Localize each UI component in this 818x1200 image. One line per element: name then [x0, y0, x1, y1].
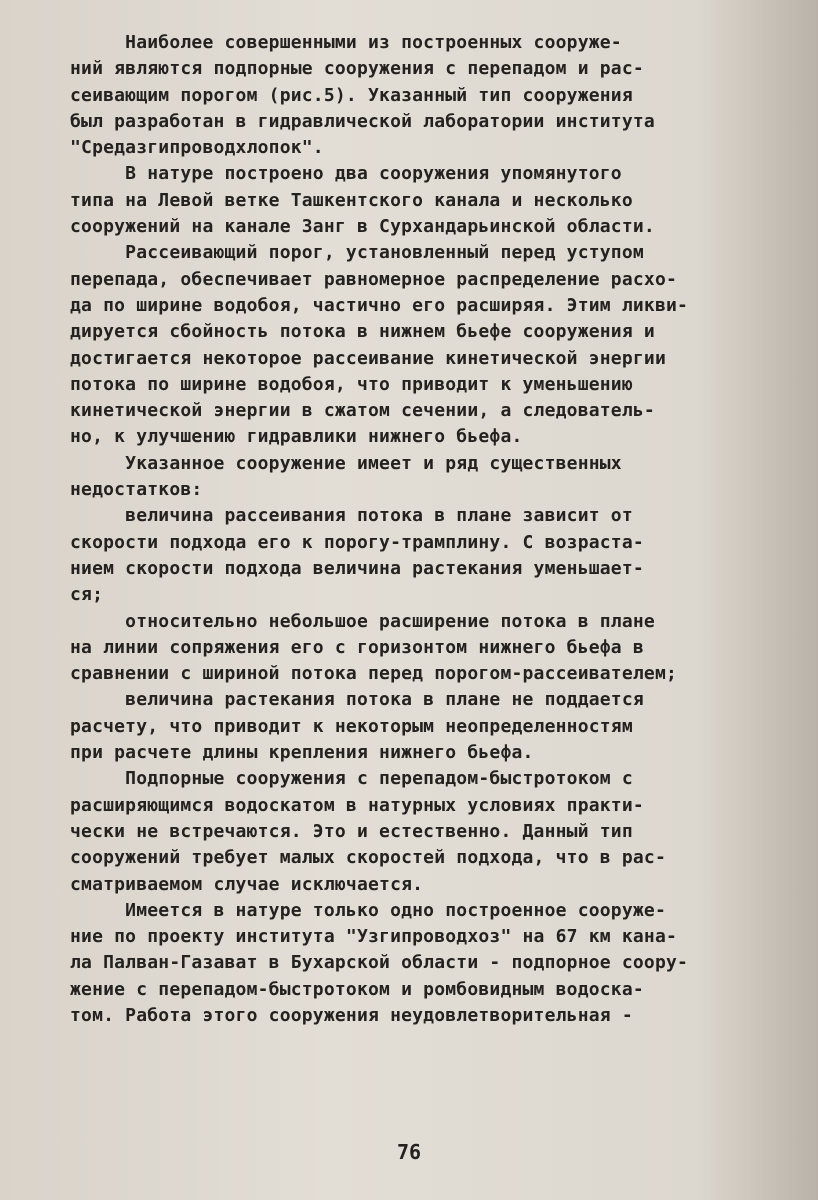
text-line: сравнении с шириной потока перед порогом-рассеивателем;: [70, 663, 678, 685]
text-line: "Средазгипроводхлопок".: [70, 137, 324, 159]
text-line: дируется сбойность потока в нижнем бьефе сооружения и: [70, 321, 655, 343]
text-line: Имеется в натуре только одно построенное сооруже-: [70, 899, 666, 921]
text-line: сеивающим порогом (рис.5). Указанный тип сооружения: [70, 84, 633, 106]
text-line: на линии сопряжения его с горизонтом нижнего бьефа в: [70, 636, 644, 658]
text-line: кинетической энергии в сжатом сечении, а следователь-: [70, 400, 655, 422]
text-line: ся;: [70, 584, 104, 606]
text-line: Подпорные сооружения с перепадом-быстротоком с: [70, 768, 633, 790]
text-line: расширяющимся водоскатом в натурных условиях практи-: [70, 794, 644, 816]
text-line: сооружений требует малых скоростей подхода, что в рас-: [70, 847, 666, 869]
text-line: том. Работа этого сооружения неудовлетворительная -: [70, 1004, 633, 1026]
text-line: величина рассеивания потока в плане зависит от: [70, 505, 633, 527]
text-line: сооружений на канале Занг в Сурхандарьинской области.: [70, 216, 655, 238]
text-line: при расчете длины крепления нижнего бьефа.: [70, 742, 534, 764]
text-line: недостатков:: [70, 479, 203, 501]
text-line: величина растекания потока в плане не поддается: [70, 689, 644, 711]
text-line: сматриваемом случае исключается.: [70, 873, 424, 895]
text-line: был разработан в гидравлической лаборатории института: [70, 110, 655, 132]
text-line: Рассеивающий порог, установленный перед уступом: [70, 242, 644, 264]
text-line: да по ширине водобоя, частично его расширяя. Этим ликви-: [70, 294, 689, 316]
page-number: 76: [396, 1140, 422, 1164]
text-line: ний являются подпорные сооружения с перепадом и рас-: [70, 58, 644, 80]
text-line: достигается некоторое рассеивание кинетической энергии: [70, 347, 666, 369]
text-line: ла Палван-Газават в Бухарской области - подпорное соору-: [70, 952, 689, 974]
text-line: перепада, обеспечивает равномерное распределение расхо-: [70, 268, 678, 290]
text-line: скорости подхода его к порогу-трамплину. С возраста-: [70, 531, 644, 553]
text-line: Наиболее совершенными из построенных сооруже-: [70, 32, 622, 53]
text-line: нием скорости подхода величина растекания уменьшает-: [70, 557, 644, 579]
body-text: [70, 30, 770, 1029]
text-line: расчету, что приводит к некоторым неопределенностям: [70, 715, 633, 737]
text-line: относительно небольшое расширение потока в плане: [70, 610, 655, 632]
text-line: жение с перепадом-быстротоком и ромбовидным водоска-: [70, 978, 644, 1000]
text-line: типа на Левой ветке Ташкентского канала и несколько: [70, 189, 633, 211]
text-line: ние по проекту института "Узгипроводхоз" на 67 км кана-: [70, 926, 678, 948]
text-line: потока по ширине водобоя, что приводит к уменьшению: [70, 373, 633, 395]
text-line: чески не встречаются. Это и естественно. Данный тип: [70, 820, 633, 842]
text-line: но, к улучшению гидравлики нижнего бьефа.: [70, 426, 523, 448]
text-line: В натуре построено два сооружения упомянутого: [70, 163, 622, 185]
text-line: Указанное сооружение имеет и ряд существенных: [70, 452, 622, 474]
